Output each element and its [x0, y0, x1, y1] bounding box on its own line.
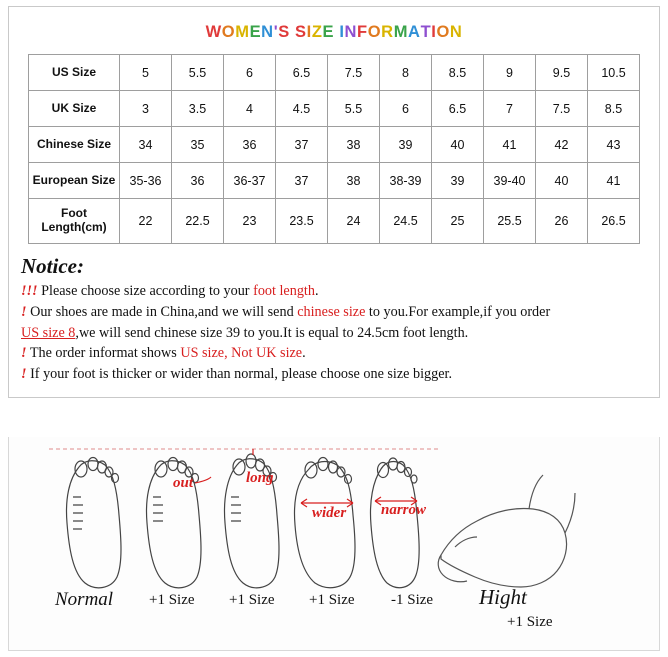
title-letter: ': [273, 23, 279, 41]
title-letter: I: [306, 23, 312, 41]
table-cell: 43: [588, 127, 640, 163]
table-cell: 4: [224, 91, 276, 127]
table-cell: 3.5: [172, 91, 224, 127]
table-cell: 35: [172, 127, 224, 163]
table-cell: 38-39: [380, 163, 432, 199]
page-title: [9, 7, 659, 54]
title-letter: Z: [311, 23, 323, 41]
table-cell: 39: [380, 127, 432, 163]
table-cell: 6: [380, 91, 432, 127]
notice-text: to you.For example,if you order: [365, 303, 551, 320]
row-header: UK Size: [29, 91, 120, 127]
title-letter: N: [344, 23, 358, 41]
feet-diagram-svg: [9, 437, 659, 649]
table-cell: 7: [484, 91, 536, 127]
table-cell: 26.5: [588, 199, 640, 244]
table-cell: 36: [172, 163, 224, 199]
table-cell: 37: [276, 127, 328, 163]
table-cell: 9.5: [536, 55, 588, 91]
title-letter: E: [322, 23, 335, 41]
caption-plus1-b: +1 Size: [229, 592, 275, 608]
table-cell: 34: [120, 127, 172, 163]
foot-side-view: [438, 475, 575, 587]
row-header: Chinese Size: [29, 127, 120, 163]
table-cell: 8.5: [432, 55, 484, 91]
title-letter: A: [408, 23, 421, 41]
notice-text: The order informat shows: [26, 345, 181, 362]
notice-bang: !: [21, 303, 27, 320]
caption-hight-plus1: +1 Size: [507, 614, 553, 630]
foot-label-out: out: [173, 475, 194, 491]
table-cell: 42: [536, 127, 588, 163]
title-letter: O: [436, 23, 450, 41]
notice-line: [21, 366, 649, 384]
row-header: Foot Length(cm): [29, 199, 120, 244]
title-letter: O: [221, 23, 236, 41]
notice-text: chinese size: [297, 303, 366, 320]
title-letter: S: [295, 23, 307, 41]
title-letter: R: [381, 23, 394, 41]
table-cell: 6.5: [276, 55, 328, 91]
notice-line: [21, 325, 649, 343]
table-cell: 36: [224, 127, 276, 163]
caption-plus1-a: +1 Size: [149, 592, 195, 608]
table-cell: 26: [536, 199, 588, 244]
title-letter: N: [261, 23, 274, 41]
notice-line: [21, 304, 649, 322]
foot-label-long: long: [246, 470, 274, 486]
caption-plus1-c: +1 Size: [309, 592, 355, 608]
table-cell: 25: [432, 199, 484, 244]
table-cell: 39-40: [484, 163, 536, 199]
notice-text: Our shoes are made in China,and we will send: [26, 303, 298, 320]
table-cell: 24.5: [380, 199, 432, 244]
title-letter: T: [420, 23, 432, 41]
table-cell: 7.5: [536, 91, 588, 127]
notice-text: US size 8: [21, 324, 76, 341]
table-cell: 35-36: [120, 163, 172, 199]
notice-bang: !: [21, 366, 27, 382]
table-cell: 36-37: [224, 163, 276, 199]
table-cell: 7.5: [328, 55, 380, 91]
table-row: [29, 91, 640, 127]
table-cell: 6: [224, 55, 276, 91]
table-row: [29, 163, 640, 199]
table-cell: 5: [120, 55, 172, 91]
table-cell: 40: [432, 127, 484, 163]
title-letter: W: [205, 23, 222, 41]
table-cell: 37: [276, 163, 328, 199]
table-cell: 38: [328, 163, 380, 199]
caption-hight: Hight: [479, 585, 527, 609]
table-cell: 23: [224, 199, 276, 244]
notice-text: US size, Not UK size: [180, 345, 303, 362]
notice-text: foot length: [253, 283, 315, 299]
notice-line: [21, 283, 649, 301]
table-cell: 8.5: [588, 91, 640, 127]
foot-wider: [295, 458, 355, 588]
notice-line: [21, 345, 649, 363]
notice-text: ,we will send chinese size 39 to you.It is equal to 24.5cm foot length.: [75, 324, 469, 341]
table-cell: 8: [380, 55, 432, 91]
title-letter: F: [357, 23, 368, 41]
foot-normal: [67, 458, 122, 588]
foot-label-wider: wider: [312, 505, 347, 521]
table-cell: 3: [120, 91, 172, 127]
table-cell: 6.5: [432, 91, 484, 127]
title-letter: N: [449, 23, 463, 41]
table-cell: 39: [432, 163, 484, 199]
table-cell: 25.5: [484, 199, 536, 244]
foot-narrow: [370, 458, 419, 588]
notice-bang: !!!: [21, 283, 38, 299]
title-letter: I: [431, 23, 437, 41]
title-letter: E: [249, 23, 262, 41]
table-row: [29, 199, 640, 244]
table-cell: 5.5: [172, 55, 224, 91]
notice-heading: Notice:: [21, 254, 84, 278]
caption-minus1: -1 Size: [391, 592, 434, 608]
caption-normal: Normal: [55, 589, 114, 610]
table-cell: 41: [484, 127, 536, 163]
title-letter: M: [393, 23, 409, 41]
table-cell: 41: [588, 163, 640, 199]
table-row: [29, 55, 640, 91]
title-letter: O: [367, 23, 382, 41]
notice-section: [9, 244, 659, 397]
table-cell: 22: [120, 199, 172, 244]
notice-text: .: [302, 345, 306, 362]
table-cell: 5.5: [328, 91, 380, 127]
table-cell: 24: [328, 199, 380, 244]
notice-text: If your foot is thicker or wider than normal, please choose one size bigger.: [26, 366, 453, 382]
foot-label-narrow: narrow: [381, 502, 427, 518]
table-cell: 22.5: [172, 199, 224, 244]
table-row: [29, 127, 640, 163]
notice-text: Please choose size according to your: [37, 283, 254, 299]
size-chart-card: [8, 6, 660, 398]
row-header: US Size: [29, 55, 120, 91]
title-letter: I: [339, 23, 345, 41]
table-cell: 9: [484, 55, 536, 91]
foot-illustration: [8, 437, 660, 651]
table-cell: 38: [328, 127, 380, 163]
title-letter: M: [235, 23, 250, 41]
table-cell: 4.5: [276, 91, 328, 127]
notice-bang: !: [21, 345, 27, 362]
table-cell: 10.5: [588, 55, 640, 91]
row-header: European Size: [29, 163, 120, 199]
title-letter: S: [278, 23, 290, 41]
table-cell: 40: [536, 163, 588, 199]
table-cell: 23.5: [276, 199, 328, 244]
size-information-table: [28, 54, 640, 244]
notice-text: .: [314, 283, 319, 299]
